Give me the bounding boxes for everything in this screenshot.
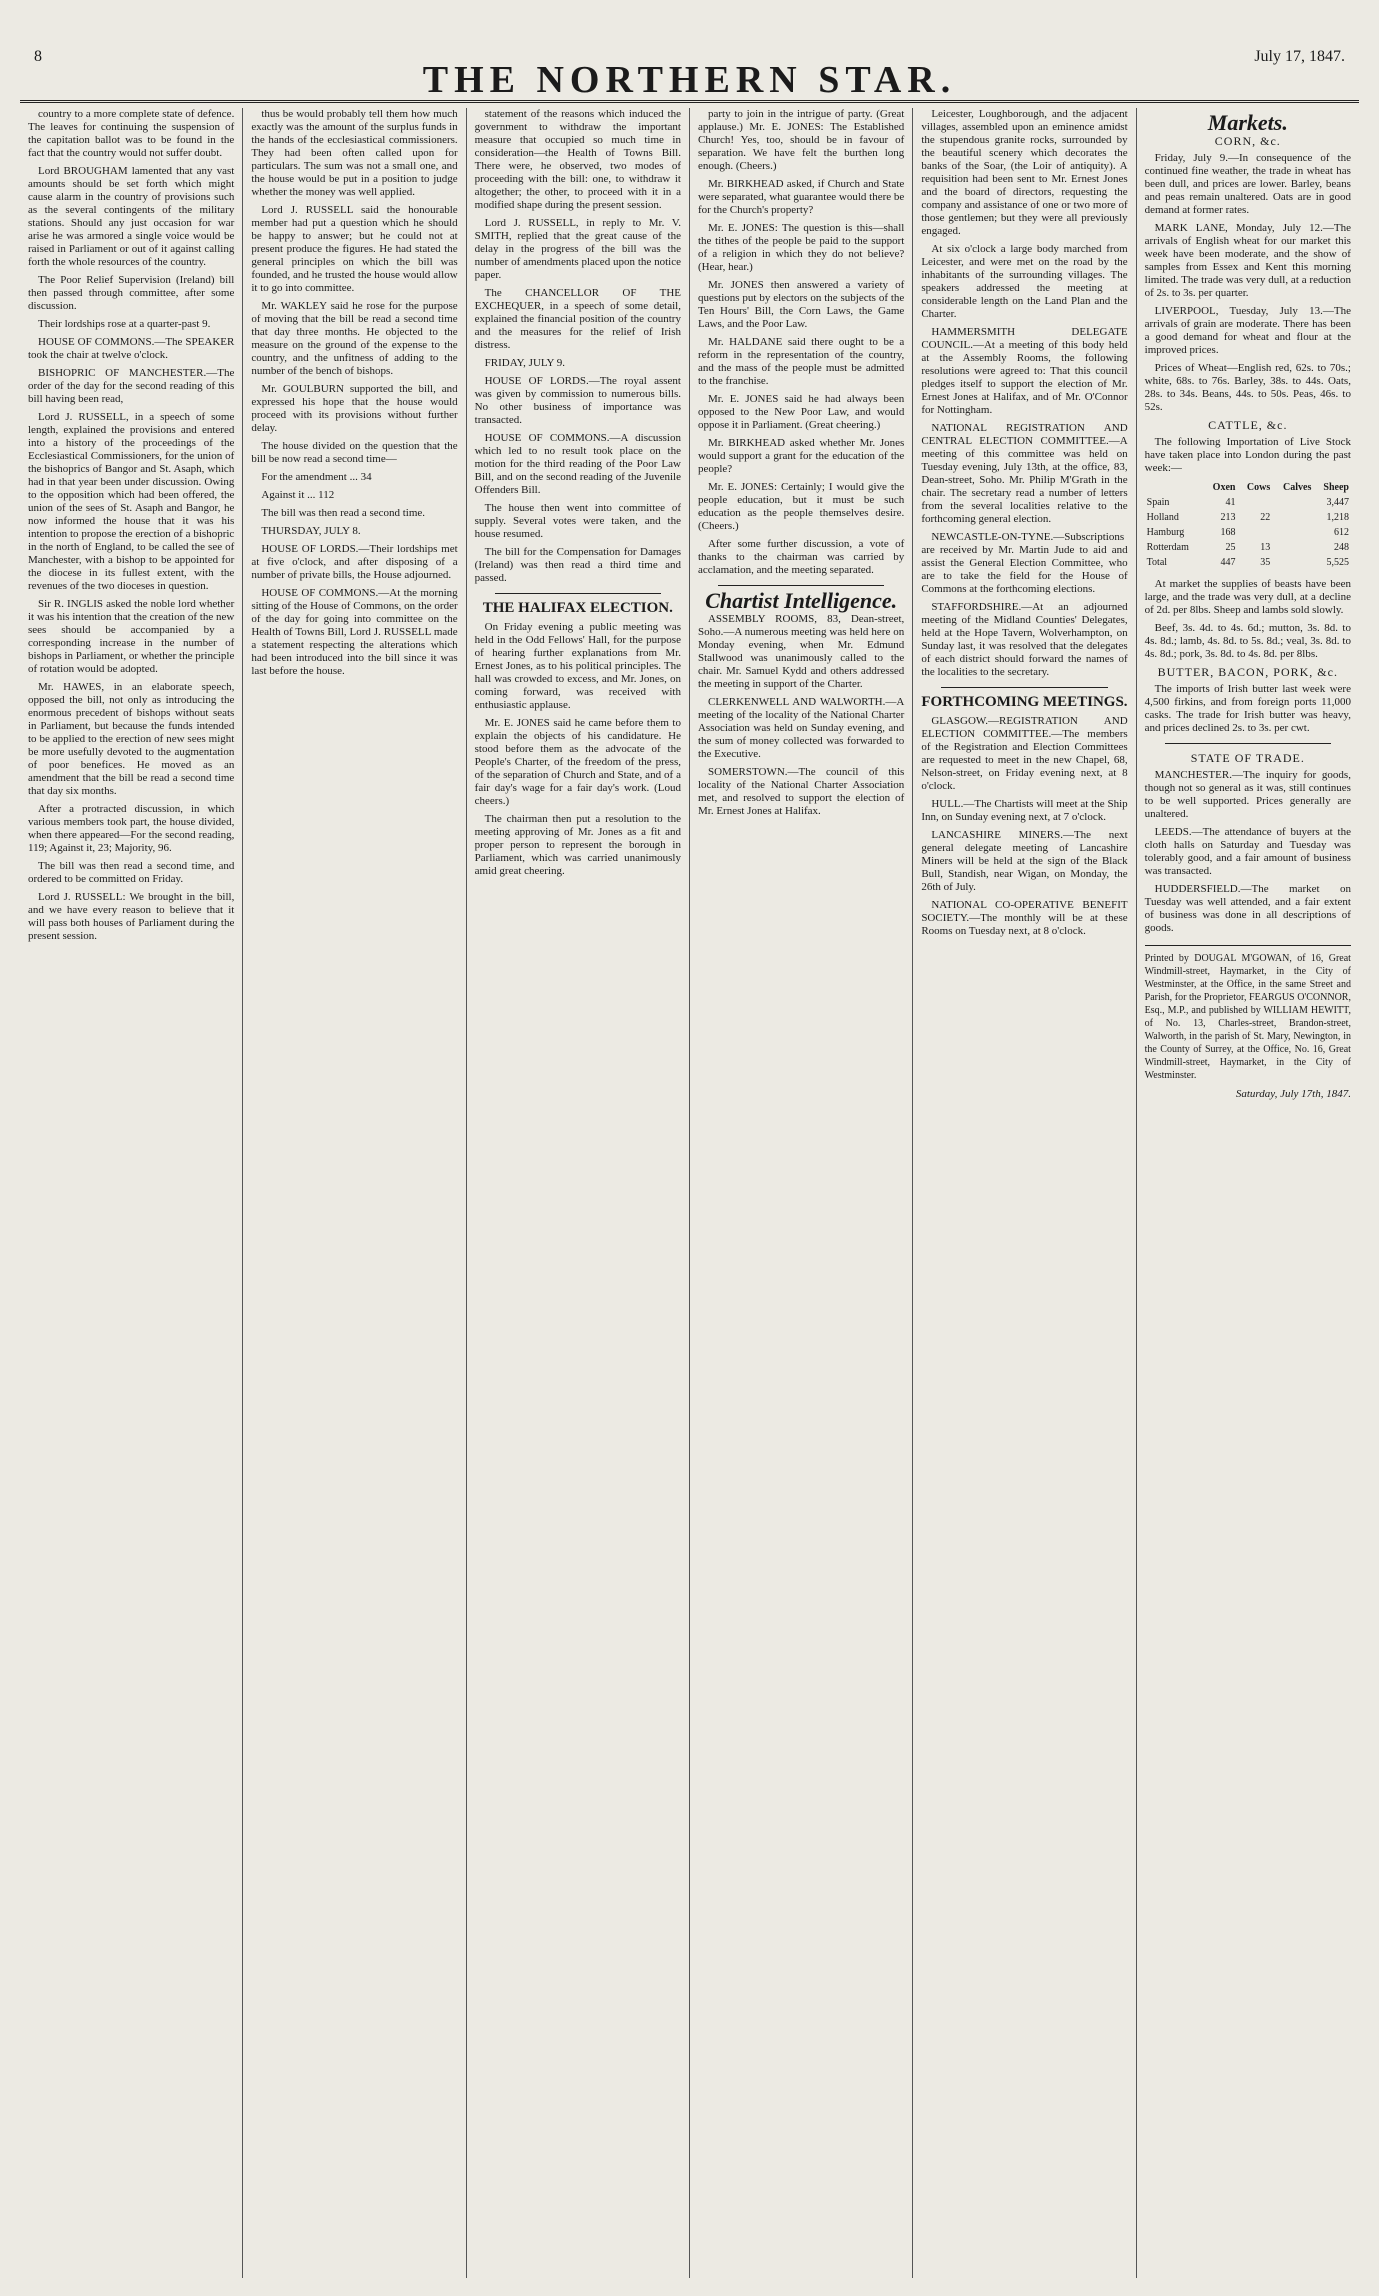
table-row [1145, 525, 1351, 540]
article-paragraph: For the amendment ... 34 [261, 471, 372, 483]
masthead [20, 10, 1359, 103]
page-number: 8 [34, 48, 42, 65]
article-paragraph: Lord BROUGHAM lamented that any vast amounts should be set forth which might cause alarm in the country of provisions such as the several contingents of the military stations. Should any just occasion for war arise he was armored a single voice would be raised in Parliament or out of it against calling forth the whole resources of the country. [28, 165, 235, 268]
cattle-heading: CATTLE, &c. [1208, 418, 1288, 432]
article-paragraph: Mr. E. JONES: The question is this—shall the tithes of the people be paid to the support of a religion in which they do not believe? (Hear, hear.) [697, 222, 905, 273]
article-paragraph: HULL.—The Chartists will meet at the Ship Inn, on Sunday evening next, at 7 o'clock. [921, 798, 1128, 823]
table-cell [1237, 495, 1272, 510]
column-5 [913, 108, 1136, 2278]
article-paragraph: CLERKENWELL AND WALWORTH.—A meeting of the locality of the National Charter Association was held on Sunday evening, and the sum of money collected was forwarded to the Executive. [697, 696, 905, 760]
article-paragraph: Leicester, Loughborough, and the adjacent villages, assembled upon an eminence amidst the stupendous granite rocks, surrounded by the beautiful scenery which decorates the banks of the Soar, (the Loir of antiquity). A requisition had been sent to Mr. Ernest Jones and the board of directors, requesting the company and assistance of one or two more of those gentlemen; but they were all previously engaged. [921, 108, 1128, 237]
article-paragraph: On Friday evening a public meeting was held in the Odd Fellows' Hall, for the purpose of hearing further explanations from Mr. Ernest Jones, as to his political principles. The hall was crowded to excess, and Mr. Jones, on coming forward, was received with enthusiastic applause. [474, 621, 681, 711]
printer-imprint: Printed by DOUGAL M'GOWAN, of 16, Great Windmill-street, Haymarket, in the City of Westminster, at the Office, in the same Street and Parish, for the Proprietor, FEARGUS O'CONNOR, Esq., M.P., and published by WILLIAM HEWITT, of No. 13, Charles-street, Brandon-street, Walworth, in the parish of St. Mary, Newington, in the County of Surrey, at the Office, No. 16, Great Windmill-street, Haymarket, in the City of Westminster. [1145, 945, 1351, 1082]
newspaper-title: THE NORTHERN STAR. [422, 59, 957, 101]
table-cell [1272, 540, 1313, 555]
forthcoming-meetings-heading: FORTHCOMING MEETINGS. [921, 694, 1128, 710]
table-cell [1272, 525, 1313, 540]
article-paragraph: NEWCASTLE-ON-TYNE.—Subscriptions are received by Mr. Martin Jude to aid and assist the General Election Committee, who are to take the field for the House of Commons at the forthcoming elections. [921, 531, 1128, 595]
table-cell: 447 [1220, 557, 1236, 568]
table-cell: 1,218 [1326, 512, 1349, 523]
article-paragraph: Mr. E. JONES: Certainly; I would give the people education, but it must be such education as the people themselves desire. (Cheers.) [697, 481, 905, 532]
divider-rule [718, 585, 884, 586]
column-6 [1137, 108, 1359, 2278]
table-header: Sheep [1323, 482, 1349, 493]
article-paragraph: HOUSE OF COMMONS.—At the morning sitting of the House of Commons, on the order of the day for going into committee on the Health of Towns Bill, Lord J. RUSSELL made a statement respecting the alterations which had been introduced into the bill since it was last before the house. [251, 587, 458, 677]
table-cell: 248 [1333, 542, 1349, 553]
article-paragraph: LIVERPOOL, Tuesday, July 13.—The arrivals of grain are moderate. There has been a good demand for wheat and flour at the improved prices. [1144, 305, 1351, 356]
article-paragraph: Lord J. RUSSELL, in a speech of some length, explained the provisions and entered into a history of the proceedings of the Ecclesiastical Commissioners, for the union of the bishoprics of Bangor and St. Asaph, which had in that year been under discussion. Owing to the opposition which had been offered, the union of the sees of St. Asaph and Bangor, he now informed the house that it was his intention to propose the erection of a bishopric in the north of England, to be called the see of Manchester, with a bishop to be appointed for the diocese in its fullest extent, with the revenues of the two dioceses in question. [28, 411, 235, 592]
article-paragraph: HOUSE OF LORDS.—Their lordships met at five o'clock, and after disposing of a number of private bills, the House adjourned. [251, 543, 458, 581]
article-paragraph: HOUSE OF COMMONS.—A discussion which led to no result took place on the motion for the third reading of the Poor Law Bill, and on the second reading of the Juvenile Offenders Bill. [474, 432, 681, 496]
article-paragraph: Mr. HAWES, in an elaborate speech, opposed the bill, not only as introducing the enormous precedent of bishops without seats in Parliament, but because the funds intended to be applied to the erection of new sees might be more usefully devoted to the augmentation of poor benefices. He moved as an amendment that the bill be read a second time that day six months. [28, 681, 235, 797]
article-paragraph: The house divided on the question that the bill be now read a second time— [251, 440, 458, 465]
chartist-intelligence-heading: Chartist Intelligence. [705, 588, 898, 613]
column-3 [467, 108, 690, 2278]
article-paragraph: At six o'clock a large body marched from Leicester, and were met on the road by the inhabitants of the surrounding villages. The speakers addressed the meeting at considerable length on the Land Plan and the Charter. [921, 243, 1128, 320]
article-paragraph: The bill was then read a second time. [261, 507, 426, 519]
table-cell: 22 [1260, 512, 1271, 523]
divider-rule [1165, 743, 1331, 744]
table-cell: 213 [1220, 512, 1236, 523]
article-paragraph: STAFFORDSHIRE.—At an adjourned meeting of the Midland Counties' Delegates, held at the Hope Tavern, Wolverhampton, on Sunday last, it was resolved that the delegates of each district should forward the names of the localities to the secretary. [921, 601, 1128, 678]
article-paragraph: Mr. BIRKHEAD asked, if Church and State were separated, what guarantee would there be for the Church's property? [697, 178, 905, 216]
article-paragraph: Mr. E. JONES said he came before them to explain the objects of his candidature. He stood before them as the advocate of the People's Charter, of the freedom of the press, of the separation of Church and State, and of a fair day's wage for a fair day's work. (Loud cheers.) [474, 717, 681, 807]
article-paragraph: NATIONAL REGISTRATION AND CENTRAL ELECTION COMMITTEE.—A meeting of this committee was held on Tuesday evening, July 13th, at the office, 83, Dean-street, Soho. Mr. Philip M'Grath in the chair. The secretary read a number of letters from the several localities relative to the forthcoming general election. [921, 422, 1128, 525]
article-paragraph: Lord J. RUSSELL: We brought in the bill, and we have every reason to believe that it will pass both houses of Parliament during the present session. [28, 891, 235, 942]
article-paragraph: The CHANCELLOR OF THE EXCHEQUER, in a speech of some detail, explained the financial position of the country and the measures for the relief of Irish distress. [474, 287, 681, 351]
table-cell: 13 [1260, 542, 1271, 553]
column-1 [20, 108, 243, 2278]
table-cell: 3,447 [1326, 497, 1349, 508]
article-paragraph: Mr. BIRKHEAD asked whether Mr. Jones would support a grant for the education of the people? [697, 437, 905, 475]
table-row [1145, 495, 1351, 510]
article-paragraph: NATIONAL CO-OPERATIVE BENEFIT SOCIETY.—The monthly will be at these Rooms on Tuesday next, at 8 o'clock. [921, 899, 1128, 937]
table-cell: Rotterdam [1146, 542, 1189, 553]
table-cell [1237, 525, 1272, 540]
article-paragraph: MANCHESTER.—The inquiry for goods, though not so general as it was, still continues to be well supported. Prices generally are unaltered. [1144, 769, 1351, 820]
article-paragraph: Mr. HALDANE said there ought to be a reform in the representation of the country, and the mass of the people must be admitted to the franchise. [697, 336, 905, 387]
article-paragraph: HAMMERSMITH DELEGATE COUNCIL.—At a meeting of this body held at the Assembly Rooms, the following resolutions were agreed to: That this council pledges itself to support the election of Mr. Ernest Jones at Halifax, and of Mr. O'Connor for Nottingham. [921, 326, 1128, 416]
imprint-date: Saturday, July 17th, 1847. [1235, 1088, 1351, 1100]
article-paragraph: Lord J. RUSSELL, in reply to Mr. V. SMITH, replied that the great cause of the delay in the progress of the bill was the number of amendments placed upon the notice paper. [474, 217, 681, 281]
table-header [1145, 480, 1204, 495]
article-paragraph: Their lordships rose at a quarter-past 9. [38, 318, 211, 330]
column-2 [243, 108, 466, 2278]
article-paragraph: party to join in the intrigue of party. (Great applause.) Mr. E. JONES: The Established Church! Yes, too, should be in favour of separation. We have felt the burthen long enough. (Cheers.) [697, 108, 905, 172]
article-paragraph: The bill for the Compensation for Damages (Ireland) was then read a third time and passed. [474, 546, 681, 584]
article-paragraph: thus be would probably tell them how much exactly was the amount of the surplus funds in the hands of the ecclesiastical commissioners. They had been often called upon for particulars. The sum was not a small one, and the house would be put in a position to judge whether the money was well applied. [251, 108, 458, 198]
article-paragraph: The house then went into committee of supply. Several votes were taken, and the house resumed. [474, 502, 681, 540]
state-of-trade-heading: STATE OF TRADE. [1190, 751, 1305, 765]
article-paragraph: Mr. GOULBURN supported the bill, and expressed his hope that the house would proceed with its provisions without further delay. [251, 383, 458, 434]
article-paragraph: HOUSE OF COMMONS.—The SPEAKER took the chair at twelve o'clock. [28, 336, 235, 361]
corn-heading: CORN, &c. [1214, 134, 1281, 148]
article-paragraph: BISHOPRIC OF MANCHESTER.—The order of the day for the second reading of this bill having been read, [28, 367, 235, 405]
columns [20, 108, 1359, 2278]
article-paragraph: Friday, July 9.—In consequence of the continued fine weather, the trade in wheat has been dull, and prices are lower. Barley, beans and peas remain unaltered. Oats are in good demand at former rates. [1144, 152, 1351, 216]
table-cell: 35 [1260, 557, 1271, 568]
table-cell: 168 [1220, 527, 1236, 538]
article-paragraph: LEEDS.—The attendance of buyers at the cloth halls on Saturday and Tuesday was tolerably good, and a fair amount of business was transacted. [1144, 826, 1351, 877]
butter-bacon-heading: BUTTER, BACON, PORK, &c. [1157, 665, 1338, 679]
divider-rule [941, 687, 1107, 688]
table-cell: 41 [1225, 497, 1236, 508]
markets-heading: Markets. [1207, 110, 1288, 135]
table-cell [1272, 555, 1313, 570]
article-paragraph: FRIDAY, JULY 9. [484, 357, 566, 369]
article-paragraph: THURSDAY, JULY 8. [261, 525, 361, 537]
table-cell [1272, 495, 1313, 510]
article-paragraph: Prices of Wheat—English red, 62s. to 70s.; white, 68s. to 76s. Barley, 38s. to 44s. Oats, 28s. to 34s. Beans, 44s. to 50s. Peas, 46s. to 52s. [1144, 362, 1351, 413]
article-paragraph: The chairman then put a resolution to the meeting approving of Mr. Jones as a fit and proper person to represent the borough in Parliament, which was carried unanimously amid great cheering. [474, 813, 681, 877]
article-paragraph: country to a more complete state of defence. The leaves for continuing the suspension of the capitation ballot was to be found in the fact that the country would not suffer doubt. [28, 108, 235, 159]
table-row [1145, 540, 1351, 555]
table-header: Calves [1283, 482, 1312, 493]
article-paragraph: HOUSE OF LORDS.—The royal assent was given by commission to numerous bills. No other business of importance was transacted. [474, 375, 681, 426]
article-paragraph: Beef, 3s. 4d. to 4s. 6d.; mutton, 3s. 8d. to 4s. 8d.; lamb, 4s. 8d. to 5s. 8d.; veal, 3s. 8d. to 4s. 8d.; pork, 3s. 8d. to 4s. 8d. per 8lbs. [1144, 622, 1351, 660]
table-row [1145, 510, 1351, 525]
article-paragraph: LANCASHIRE MINERS.—The next general delegate meeting of Lancashire Miners will be held at the sign of the Black Bull, Standish, near Wigan, on Monday, the 26th of July. [921, 829, 1128, 893]
halifax-election-heading: THE HALIFAX ELECTION. [482, 600, 673, 616]
article-paragraph: SOMERSTOWN.—The council of this locality of the National Charter Association met, and resolved to support the election of Mr. Ernest Jones at Halifax. [697, 766, 905, 817]
article-paragraph: Lord J. RUSSELL said the honourable member had put a question which he should be happy to answer; but he could not at present produce the figures. He had stated the general principles on which the bill was founded, and he trusted the house would allow it to go into committee. [251, 204, 458, 294]
article-paragraph: Sir R. INGLIS asked the noble lord whether it was his intention that the creation of the new sees should be accompanied by a corresponding increase in the number of bishops in Parliament, or whether the principle of rotation would be adopted. [28, 598, 235, 675]
table-cell: 612 [1333, 527, 1349, 538]
article-paragraph: The imports of Irish butter last week were 4,500 firkins, and from foreign ports 11,000 casks. The trade for Irish butter was heavy, and prices declined 2s. to 3s. per cwt. [1144, 683, 1351, 734]
table-cell: Total [1146, 557, 1168, 568]
article-paragraph: At market the supplies of beasts have been large, and the trade was very dull, at a decline of 2d. per 8lbs. Sheep and lambs sold slowly. [1144, 578, 1351, 616]
table-row [1145, 555, 1351, 570]
table-cell: Holland [1146, 512, 1179, 523]
cattle-intro: The following Importation of Live Stock have taken place into London during the past week:— [1144, 436, 1351, 474]
table-cell: Hamburg [1146, 527, 1185, 538]
table-header: Cows [1246, 482, 1271, 493]
article-paragraph: Mr. WAKLEY said he rose for the purpose of moving that the bill be read a second time that day three months. He objected to the measure on the ground of the expense to the country, and the unfitness of adding to the number of the bench of bishops. [251, 300, 458, 377]
article-paragraph: The bill was then read a second time, and ordered to be committed on Friday. [28, 860, 235, 885]
table-cell: 5,525 [1326, 557, 1349, 568]
table-cell: 25 [1225, 542, 1236, 553]
cattle-import-table [1145, 480, 1351, 570]
issue-date: July 17, 1847. [1254, 48, 1345, 65]
article-paragraph: statement of the reasons which induced the government to withdraw the important measure that occupied so much time in consideration—the Health of Towns Bill. There were, he observed, two modes of proceeding with the bill: one, to withdraw it altogether; the other, to proceed with it in a modified shape during the present session. [474, 108, 681, 211]
article-paragraph: ASSEMBLY ROOMS, 83, Dean-street, Soho.—A numerous meeting was held here on Monday evening, when Mr. Edmund Stallwood was unanimously called to the chair. Mr. Samuel Kydd and others addressed the meeting in support of the Charter. [697, 613, 905, 690]
column-4 [690, 108, 913, 2278]
article-paragraph: After some further discussion, a vote of thanks to the chairman was carried by acclamation, and the meeting separated. [697, 538, 905, 576]
table-header: Oxen [1212, 482, 1236, 493]
divider-rule [495, 593, 661, 594]
article-paragraph: GLASGOW.—REGISTRATION AND ELECTION COMMITTEE.—The members of the Registration and Election Committees are requested to meet in the new Chapel, 68, Nelson-street, on Friday evening next, at 8 o'clock. [921, 715, 1128, 792]
article-paragraph: The Poor Relief Supervision (Ireland) bill then passed through committee, after some discussion. [28, 274, 235, 312]
article-paragraph: Mr. JONES then answered a variety of questions put by electors on the subjects of the Ten Hours' Bill, the Corn Laws, the Game Laws, and the Poor Law. [697, 279, 905, 330]
article-paragraph: MARK LANE, Monday, July 12.—The arrivals of English wheat for our market this week have been moderate, and the show of samples from Essex and Kent this morning limited. The trade was very dull, at a reduction of 2s. to 3s. per quarter. [1144, 222, 1351, 299]
article-paragraph: Mr. E. JONES said he had always been opposed to the New Poor Law, and would oppose it in Parliament. (Great cheering.) [697, 393, 905, 431]
article-paragraph: HUDDERSFIELD.—The market on Tuesday was well attended, and a fair extent of business was done in all descriptions of goods. [1144, 883, 1351, 934]
article-paragraph: Against it ... 112 [261, 489, 335, 501]
table-cell [1272, 510, 1313, 525]
article-paragraph: After a protracted discussion, in which various members took part, the house divided, when there appeared—For the second reading, 119; Against it, 23; Majority, 96. [28, 803, 235, 854]
table-cell: Spain [1146, 497, 1170, 508]
